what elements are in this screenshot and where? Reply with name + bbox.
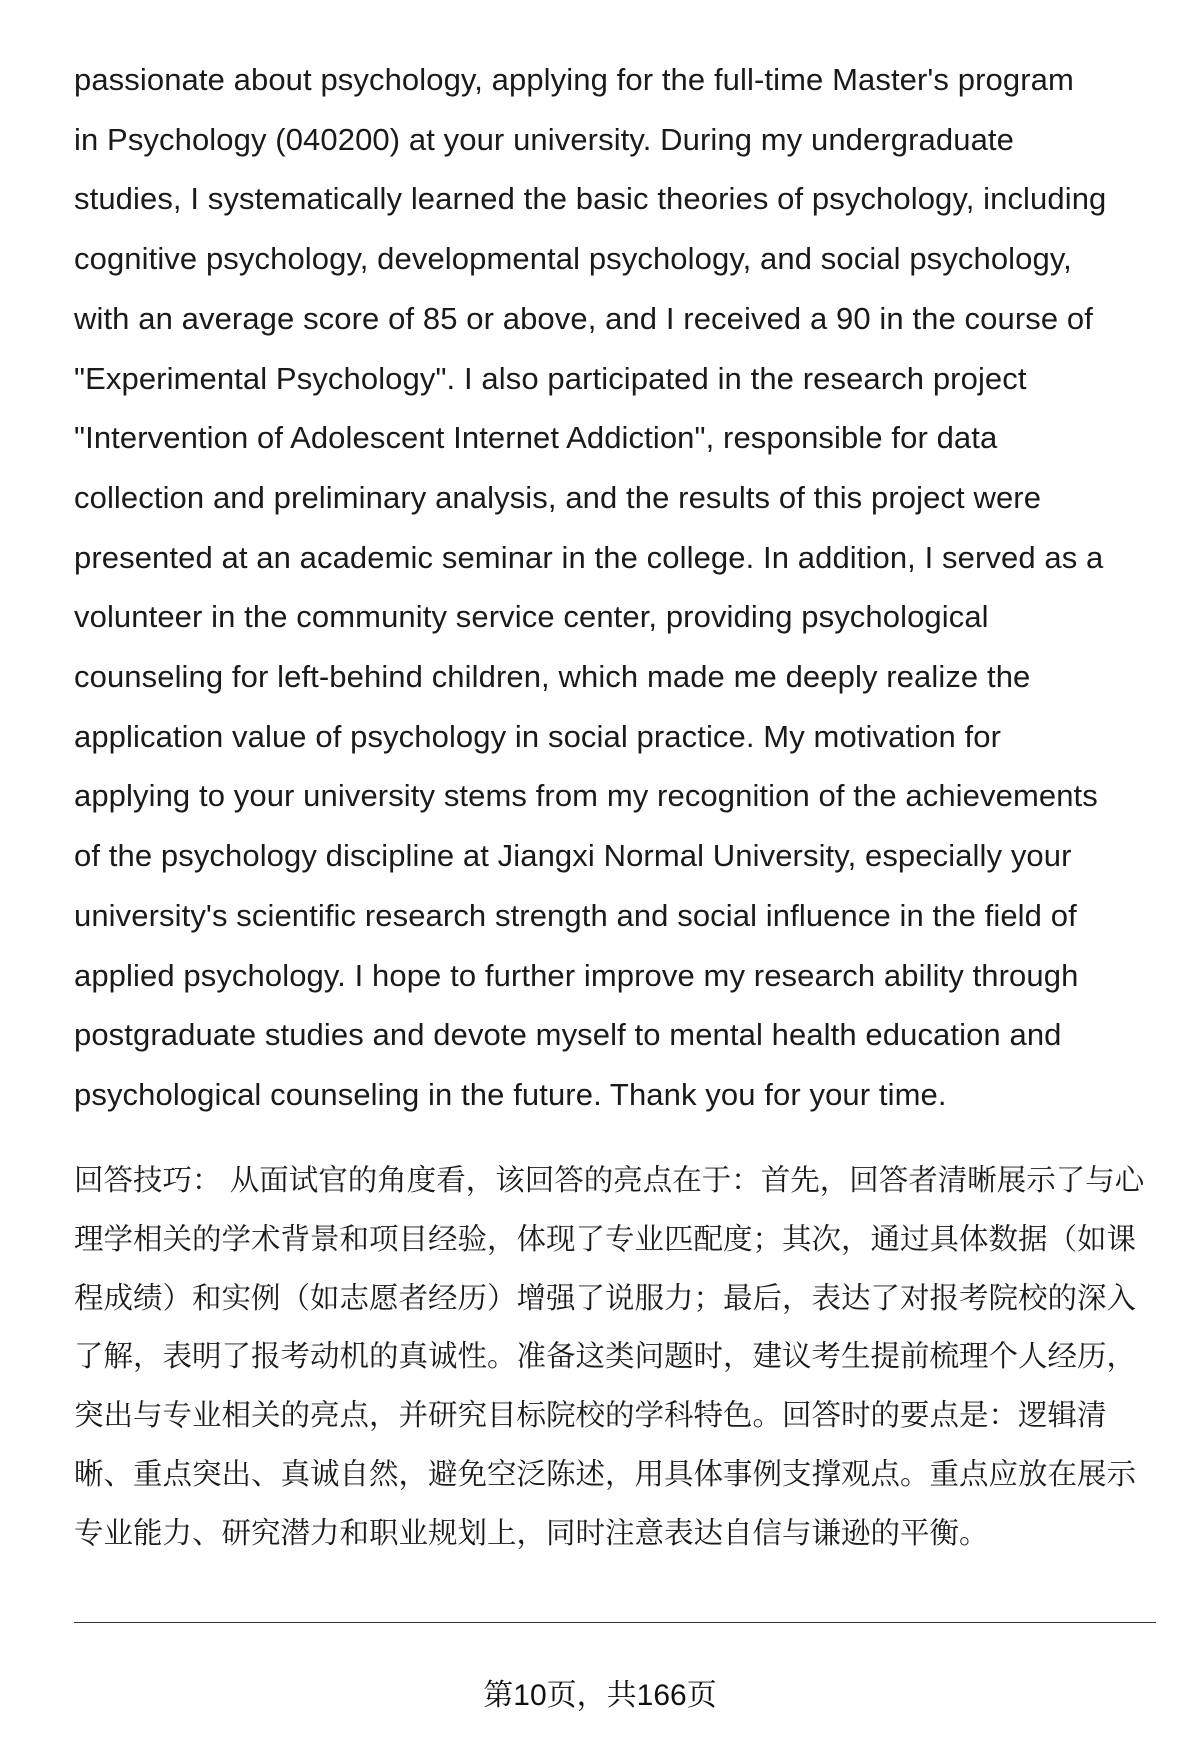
tips-line: 专业能力、研究潜力和职业规划上，同时注意表达自信与谦逊的平衡。 [74,1516,989,1550]
tips-line: 回答技巧： 从面试官的角度看，该回答的亮点在于：首先，回答者清晰展示了与心 [74,1164,1145,1197]
answer-line: presented at an academic seminar in the college. In addition, I served as a [74,539,1104,575]
answer-line: application value of psychology in social practice. My motivation for [74,718,1002,754]
answer-line: psychological counseling in the future. Thank you for your time. [74,1076,947,1112]
answer-line: university's scientific research strength and social influence in the field of [74,897,1077,933]
page-number: 第10页，共166页 [483,1679,717,1712]
answer-line: "Intervention of Adolescent Internet Addiction", responsible for data [74,420,998,456]
tips-line: 了解，表明了报考动机的真诚性。准备这类问题时，建议考生提前梳理个人经历， [74,1340,1137,1374]
footer-divider [74,1622,1156,1623]
answer-paragraph [74,50,1154,1125]
answer-line: postgraduate studies and devote myself to mental health education and [74,1017,1062,1053]
tips-line: 程成绩）和实例（如志愿者经历）增强了说服力；最后，表达了对报考院校的深入 [74,1281,1137,1315]
tips-line: 晰、重点突出、真诚自然，避免空泛陈述，用具体事例支撑观点。重点应放在展示 [74,1457,1137,1491]
answer-line: volunteer in the community service center, providing psychological [74,599,989,635]
answer-line: collection and preliminary analysis, and the results of this project were [74,479,1042,515]
answer-line: "Experimental Psychology". I also participated in the research project [74,360,1027,396]
answer-line: cognitive psychology, developmental psychology, and social psychology, [74,241,1072,277]
answer-line: of the psychology discipline at Jiangxi Normal University, especially your [74,838,1072,874]
answer-line: applying to your university stems from my recognition of the achievements [74,778,1098,814]
answer-line: studies, I systematically learned the basic theories of psychology, including [74,181,1107,217]
answer-line: counseling for left-behind children, which made me deeply realize the [74,659,1031,695]
answer-line: with an average score of 85 or above, and I received a 90 in the course of [74,300,1093,336]
answer-line: in Psychology (040200) at your university. During my undergraduate [74,121,1014,157]
tips-line: 突出与专业相关的亮点，并研究目标院校的学科特色。回答时的要点是：逻辑清 [74,1399,1107,1433]
answer-line: applied psychology. I hope to further improve my research ability through [74,957,1079,993]
tips-line: 理学相关的学术背景和项目经验，体现了专业匹配度；其次，通过具体数据（如课 [74,1222,1137,1256]
answer-tips-paragraph [74,1152,1164,1564]
answer-line: passionate about psychology, applying for the full-time Master's program [74,62,1074,97]
